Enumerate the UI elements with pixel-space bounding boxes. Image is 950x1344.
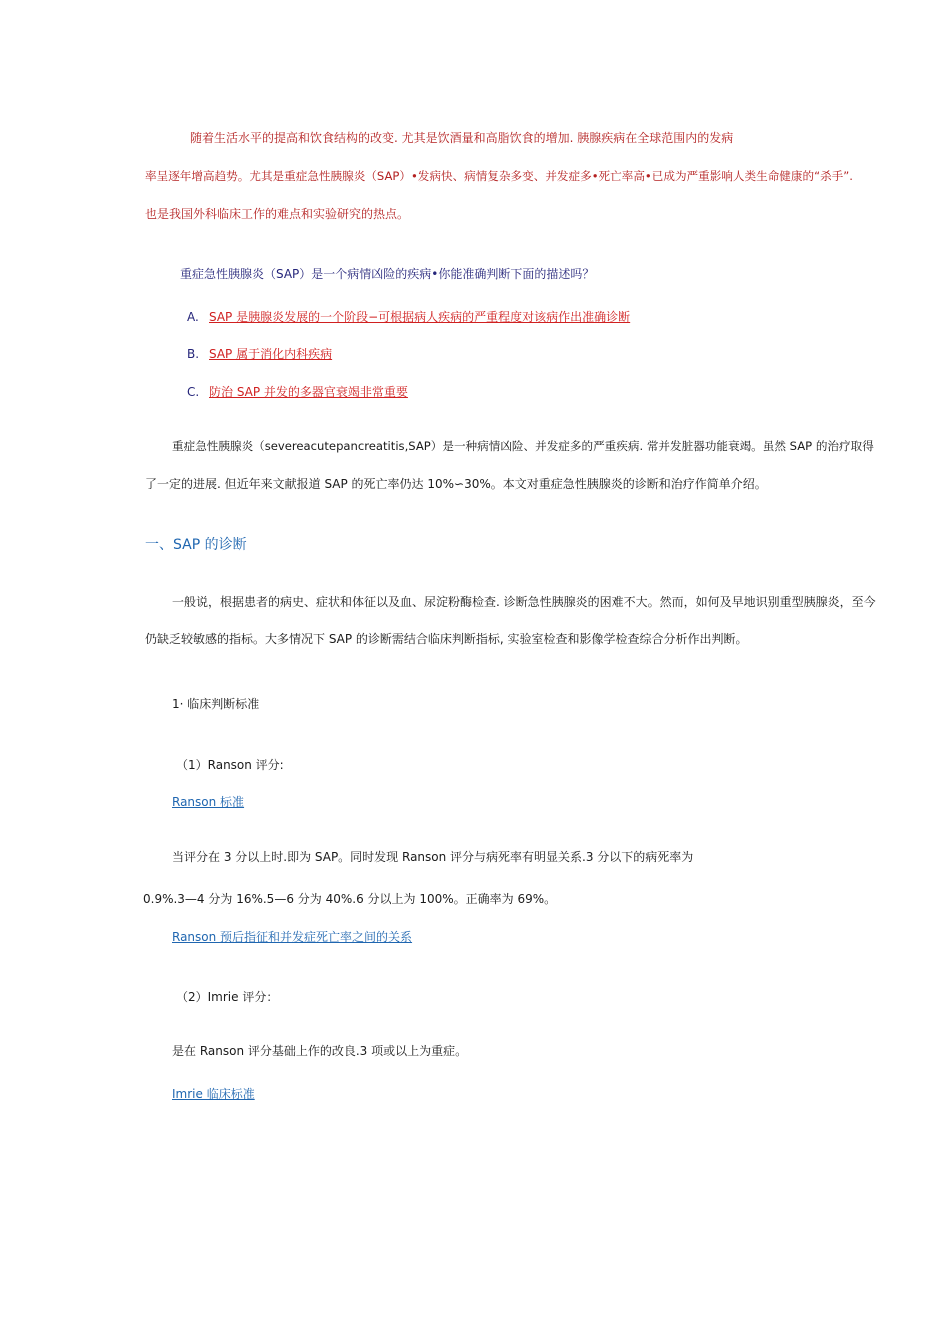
- quiz-option-b[interactable]: [187, 346, 332, 362]
- imrie-text: 是在 Ranson 评分基础上作的改良.3 项或以上为重症。: [172, 1044, 468, 1058]
- ranson-text-line-2: 0.9%.3—4 分为 16%.5—6 分为 40%.6 分以上为 100%。正确率为 69%。: [143, 892, 557, 906]
- quiz-option-a[interactable]: [187, 309, 630, 325]
- summary-line-1: 重症急性胰腺炎（severeacutepancreatitis,SAP）是一种病情凶险、并发症多的严重疾病. 常并发脏器功能衰竭。虽然 SAP 的治疗取得: [172, 439, 874, 453]
- intro-line-1: 随着生活水平的提高和饮食结构的改变. 尤其是饮酒量和高脂饮食的增加. 胰腺疾病在全球范围内的发病: [190, 131, 734, 145]
- option-letter: C.: [187, 385, 200, 399]
- option-b-text[interactable]: SAP 属于消化内科疾病: [209, 347, 333, 361]
- option-letter: A.: [187, 310, 199, 324]
- clinical-criteria-heading: 1· 临床判断标准: [172, 697, 260, 711]
- ranson-text-line-1: 当评分在 3 分以上时.即为 SAP。同时发现 Ranson 评分与病死率有明显关系.3 分以下的病死率为: [172, 850, 694, 864]
- intro-line-3: 也是我国外科临床工作的难点和实验研究的热点。: [145, 207, 410, 221]
- imrie-criteria-link[interactable]: Imrie 临床标准: [172, 1087, 255, 1101]
- option-c-text[interactable]: 防治 SAP 并发的多器官衰竭非常重要: [209, 385, 408, 399]
- summary-line-2: 了一定的进展. 但近年来文献报道 SAP 的死亡率仍达 10%∽30%。本文对重症急性胰腺炎的诊断和治疗作简单介绍。: [145, 477, 767, 491]
- diagnosis-para-line-1: 一般说，根据患者的病史、症状和体征以及血、尿淀粉酶检查. 诊断急性胰腺炎的困难不大。然而，如何及早地识别重型胰腺炎，至今: [172, 595, 876, 609]
- option-letter: B.: [187, 347, 200, 361]
- option-a-text[interactable]: SAP 是胰腺炎发展的一个阶段−可根据病人疾病的严重程度对该病作出准确诊断: [209, 310, 631, 324]
- quiz-question: 重症急性胰腺炎（SAP）是一个病情凶险的疾病•你能准确判断下面的描述吗？: [180, 267, 595, 281]
- diagnosis-para-line-2: 仍缺乏较敏感的指标。大多情况下 SAP 的诊断需结合临床判断指标, 实验室检查和影像学检查综合分析作出判断。: [145, 632, 748, 646]
- quiz-option-c[interactable]: [187, 384, 408, 400]
- ranson-criteria-link[interactable]: Ranson 标准: [172, 795, 245, 809]
- ranson-prognosis-link[interactable]: Ranson 预后指征和并发症死亡率之间的关系: [172, 930, 413, 944]
- imrie-label: （2）Imrie 评分：: [176, 990, 279, 1004]
- intro-line-2: 率呈逐年增高趋势。尤其是重症急性胰腺炎（SAP）•发病快、病情复杂多变、并发症多•死亡率高•已成为严重影响人类生命健康的“杀手”.: [145, 169, 853, 183]
- ranson-label: （1）Ranson 评分:: [176, 758, 284, 772]
- section-heading: 一、SAP 的诊断: [145, 537, 247, 553]
